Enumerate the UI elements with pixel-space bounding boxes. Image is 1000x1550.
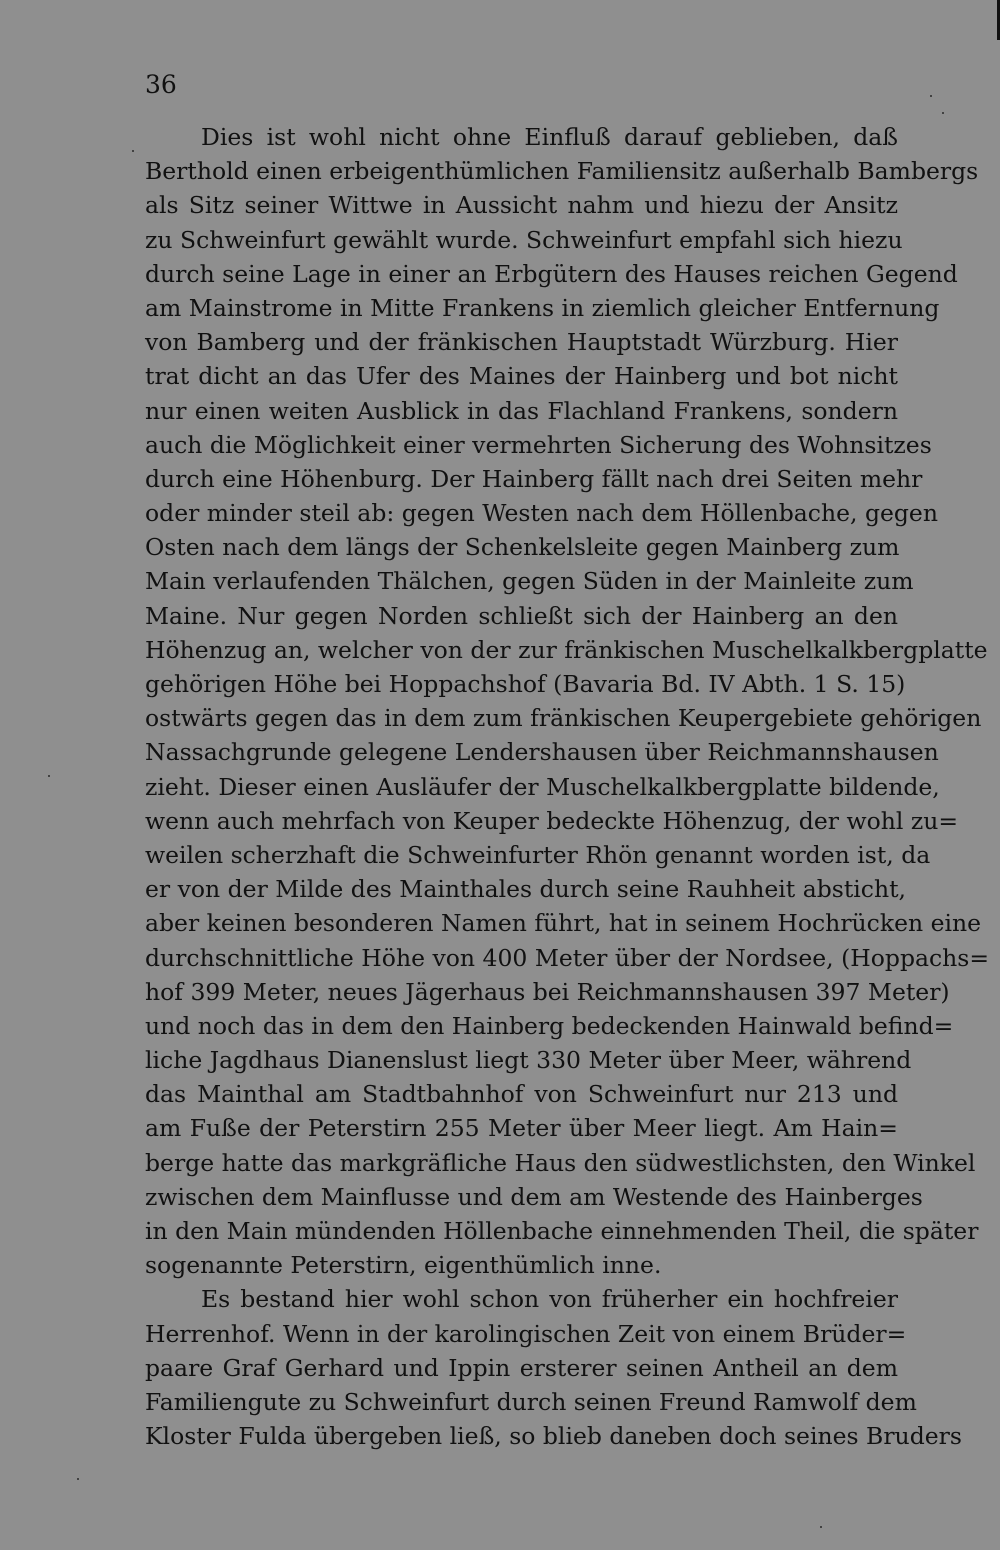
text-line: Main verlaufenden Thälchen, gegen Süden in der Mainleite zum (145, 567, 914, 596)
text-line: berge hatte das markgräfliche Haus den südwestlichsten, den Winkel (145, 1148, 976, 1177)
text-line: trat dicht an das Ufer des Maines der Hainberg und bot nicht (145, 362, 898, 391)
text-line: von Bamberg und der fränkischen Hauptstadt Würzburg. Hier (145, 328, 898, 357)
text-line: liche Jagdhaus Dianenslust liegt 330 Meter über Meer, während (145, 1046, 912, 1075)
text-line: Berthold einen erbeigenthümlichen Familiensitz außerhalb Bambergs (145, 157, 979, 186)
body-text (145, 120, 990, 1453)
text-line: am Mainstrome in Mitte Frankens in ziemlich gleicher Entfernung (145, 293, 940, 322)
text-line: wenn auch mehrfach von Keuper bedeckte Höhenzug, der wohl zu= (145, 806, 959, 835)
text-line: Familiengute zu Schweinfurt durch seinen Freund Ramwolf dem (145, 1387, 917, 1416)
text-line: sogenannte Peterstirn, eigenthümlich inne. (145, 1251, 662, 1280)
text-line: auch die Möglichkeit einer vermehrten Sicherung des Wohnsitzes (145, 430, 932, 459)
text-line: Herrenhof. Wenn in der karolingischen Zeit von einem Brüder= (145, 1319, 907, 1348)
text-line: ostwärts gegen das in dem zum fränkischen Keupergebiete gehörigen (145, 704, 982, 733)
text-line: zieht. Dieser einen Ausläufer der Muschelkalkbergplatte bildende, (145, 772, 940, 801)
page-number: 36 (145, 70, 177, 99)
text-line: durchschnittliche Höhe von 400 Meter über der Nordsee, (Hoppachs= (145, 943, 990, 972)
text-line: paare Graf Gerhard und Ippin ersterer seinen Antheil an dem (145, 1353, 898, 1382)
text-line: und noch das in dem den Hainberg bedeckenden Hainwald befind= (145, 1011, 954, 1040)
text-line: Maine. Nur gegen Norden schließt sich der Hainberg an den (145, 601, 898, 630)
text-line: nur einen weiten Ausblick in das Flachland Frankens, sondern (145, 396, 898, 425)
text-line: in den Main mündenden Höllenbache einnehmenden Theil, die später (145, 1217, 979, 1245)
text-line: weilen scherzhaft die Schweinfurter Rhön genannt worden ist, da (145, 840, 931, 869)
scan-speck (77, 1478, 79, 1480)
text-line: er von der Milde des Mainthales durch seine Rauhheit absticht, (145, 875, 906, 904)
text-line: aber keinen besonderen Namen führt, hat in seinem Hochrücken eine (145, 909, 982, 938)
text-line: Nassachgrunde gelegene Lendershausen über Reichmannshausen (145, 738, 939, 767)
text-line: Höhenzug an, welcher von der zur fränkischen Muschelkalkbergplatte (145, 635, 988, 664)
scan-speck (48, 775, 50, 777)
scan-speck (820, 1526, 822, 1528)
scan-speck (942, 112, 944, 114)
text-line: durch seine Lage in einer an Erbgütern des Hauses reichen Gegend (145, 259, 958, 288)
text-line: oder minder steil ab: gegen Westen nach dem Höllenbache, gegen (145, 499, 938, 528)
text-line: zu Schweinfurt gewählt wurde. Schweinfurt empfahl sich hiezu (145, 225, 903, 254)
text-line: hof 399 Meter, neues Jägerhaus bei Reichmannshausen 397 Meter) (145, 977, 950, 1006)
text-line: das Mainthal am Stadtbahnhof von Schweinfurt nur 213 und (145, 1080, 898, 1109)
text-line: gehörigen Höhe bei Hoppachshof (Bavaria Bd. IV Abth. 1 S. 15) (145, 670, 906, 698)
text-line: Es bestand hier wohl schon von früherher ein hochfreier (201, 1285, 898, 1314)
text-line: Osten nach dem längs der Schenkelsleite gegen Mainberg zum (145, 533, 900, 562)
text-line: zwischen dem Mainflusse und dem am Westende des Hainberges (145, 1182, 923, 1211)
text-line: Kloster Fulda übergeben ließ, so blieb daneben doch seines Bruders (145, 1422, 962, 1451)
scan-speck (930, 95, 932, 97)
scan-speck (132, 150, 134, 152)
text-line: Dies ist wohl nicht ohne Einfluß darauf geblieben, daß (201, 123, 898, 151)
text-line: am Fuße der Peterstirn 255 Meter über Meer liegt. Am Hain= (145, 1114, 898, 1143)
text-line: durch eine Höhenburg. Der Hainberg fällt nach drei Seiten mehr (145, 464, 923, 493)
text-line: als Sitz seiner Wittwe in Aussicht nahm und hiezu der Ansitz (145, 191, 898, 220)
